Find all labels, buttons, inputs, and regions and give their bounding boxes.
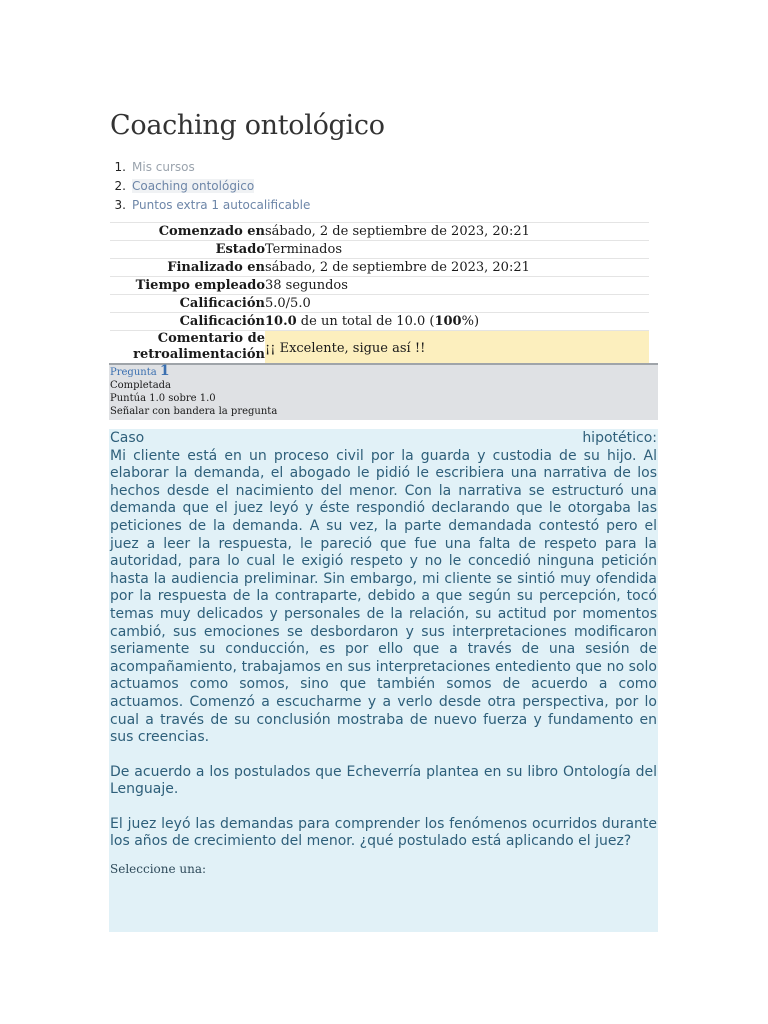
summary-row-grade <box>110 313 649 331</box>
breadcrumb-number: 2. <box>114 179 126 193</box>
breadcrumb-item <box>110 158 310 177</box>
breadcrumb-link-course[interactable]: Coaching ontológico <box>132 179 255 193</box>
reference-text: De acuerdo a los postulados que Echeverría plantea en su libro Ontología del Lenguaje. <box>110 763 657 798</box>
paragraph-gap <box>110 799 657 816</box>
breadcrumb-link-quiz[interactable]: Puntos extra 1 autocalificable <box>132 198 311 212</box>
feedback-value: ¡¡ Excelente, sigue así !! <box>265 331 649 366</box>
summary-row-time <box>110 277 649 295</box>
summary-row-marks <box>110 295 649 313</box>
summary-value: sábado, 2 de septiembre de 2023, 20:21 <box>265 259 649 277</box>
summary-label: Calificación <box>110 295 265 313</box>
page-title: Coaching ontológico <box>110 110 385 141</box>
breadcrumb-item <box>110 177 310 196</box>
summary-label: Estado <box>110 241 265 259</box>
question-ask: El juez leyó las demandas para comprender los fenómenos ocurridos durante los años de crecimiento del menor. ¿qué postulado está aplicando el juez? <box>110 815 657 850</box>
grade-text: de un total de 10.0 ( <box>296 314 435 329</box>
summary-value: sábado, 2 de septiembre de 2023, 20:21 <box>265 223 649 241</box>
summary-label: Comentario de retroalimentación <box>110 331 265 366</box>
summary-value: Terminados <box>265 241 649 259</box>
grade-value: 10.0 <box>265 314 297 329</box>
grade-text-end: %) <box>461 314 480 329</box>
case-body: Mi cliente está en un proceso civil por la guarda y custodia de su hijo. Al elaborar la demanda, el abogado le pidió le escribiera una narrativa de los hechos desde el nacimiento del menor. Con la narrativa se estructuró una demanda que el juez leyó y éste respondió declarando que le otorgaba las peticiones de la demanda. A su vez, la parte demandada contestó pero el juez a leer la respuesta, le pareció que fue una falta de respeto para la autoridad, para lo cual le exigió respeto y no le concedió ninguna petición hasta la audiencia preliminar. Sin embargo, mi cliente se sintió muy ofendida por la respuesta de la contraparte, debido a que según su percepción, tocó temas muy delicados y personales de la relación, su actitud por momentos cambió, sus emociones se desbordaron y sus interpretaciones modificaron seriamente su conducción, es por ello que a través de una sesión de acompañamiento, trabajamos en sus interpretaciones entediento que no solo actuamos como somos, sino que también somos de acuerdo a como actuamos. Comenzó a escucharme y a verlo desde otra perspectiva, por lo cual a través de su conclusión mostraba de nuevo fuerza y fundamento en sus creencias. <box>110 447 657 746</box>
breadcrumb-number: 1. <box>114 160 126 174</box>
case-heading <box>110 430 657 448</box>
question-status: Completada <box>110 380 172 391</box>
question-info-panel <box>109 363 658 420</box>
case-heading-left: Caso <box>110 430 145 446</box>
summary-label: Finalizado en <box>110 259 265 277</box>
summary-row-started <box>110 223 649 241</box>
summary-row-state <box>110 241 649 259</box>
summary-label: Calificación <box>110 313 265 331</box>
question-score: Puntúa 1.0 sobre 1.0 <box>110 393 216 404</box>
breadcrumb-link-my-courses[interactable]: Mis cursos <box>132 160 195 174</box>
question-heading <box>110 365 658 379</box>
breadcrumb <box>110 158 310 215</box>
question-label: Pregunta <box>110 367 157 378</box>
breadcrumb-item <box>110 196 310 215</box>
summary-value: 38 segundos <box>265 277 649 295</box>
quiz-summary-table <box>110 222 649 365</box>
summary-row-feedback <box>110 331 649 366</box>
question-text-panel <box>109 429 658 932</box>
summary-label: Tiempo empleado <box>110 277 265 295</box>
flag-question-link[interactable]: Señalar con bandera la pregunta <box>110 406 278 417</box>
grade-percent: 100 <box>434 314 462 329</box>
select-one-prompt: Seleccione una: <box>110 862 207 877</box>
case-heading-right: hipotético: <box>582 430 657 446</box>
summary-row-finished <box>110 259 649 277</box>
summary-value: 5.0/5.0 <box>265 295 649 313</box>
question-number: 1 <box>159 363 170 379</box>
paragraph-gap <box>110 747 657 764</box>
breadcrumb-number: 3. <box>114 198 126 212</box>
summary-label: Comenzado en <box>110 223 265 241</box>
summary-value <box>265 313 649 331</box>
